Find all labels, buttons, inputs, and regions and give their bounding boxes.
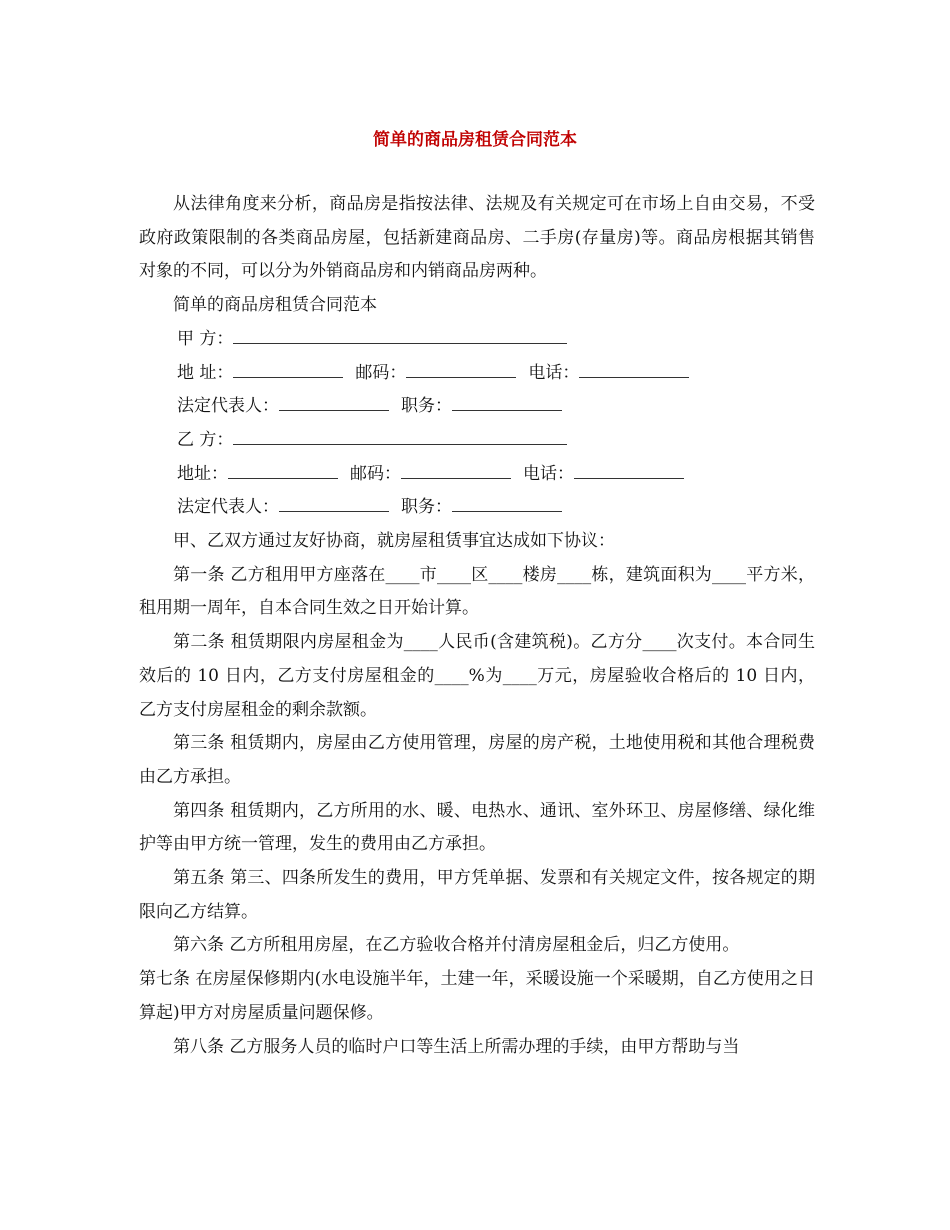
rep-b-label: 法定代表人： [177, 497, 279, 518]
clause-1: 第一条 乙方租用甲方座落在____市____区____楼房____栋，建筑面积为____平方米，租用期一周年，自本合同生效之日开始计算。 [139, 564, 815, 619]
party-b-blank[interactable] [233, 424, 567, 445]
clause-4: 第四条 租赁期内，乙方所用的水、暖、电热水、通讯、室外环卫、房屋修缮、绿化维护等由甲方统一管理，发生的费用由乙方承担。 [139, 800, 815, 855]
address-a-blank[interactable] [233, 357, 343, 378]
document-title: 简单的商品房租赁合同范本 [373, 130, 577, 150]
clause-5: 第五条 第三、四条所发生的费用，甲方凭单据、发票和有关规定文件，按各规定的期限向乙方结算。 [139, 868, 815, 922]
phone-b-blank[interactable] [574, 458, 684, 479]
phone-b-label: 电话： [523, 463, 574, 484]
zip-a-blank[interactable] [406, 357, 516, 378]
clause-8: 第八条 乙方服务人员的临时户口等生活上所需办理的手续，由甲方帮助与当 [173, 1036, 740, 1057]
subtitle-paragraph: 简单的商品房租赁合同范本 [173, 295, 377, 316]
address-b-line [139, 458, 815, 492]
title-a-label: 职务： [401, 396, 452, 417]
rep-a-blank[interactable] [279, 390, 389, 411]
address-a-label: 地 址： [177, 362, 234, 383]
rep-b-line [139, 491, 815, 525]
clause-7: 第七条 在房屋保修期内(水电设施半年，土建一年，采暖设施一个采暖期，自乙方使用之日算起)甲方对房屋质量问题保修。 [139, 969, 815, 1023]
party-a-label: 甲 方： [177, 328, 234, 349]
rep-b-blank[interactable] [279, 491, 389, 512]
zip-b-blank[interactable] [401, 458, 511, 479]
title-b-blank[interactable] [452, 491, 562, 512]
party-a-line [139, 323, 815, 357]
phone-a-blank[interactable] [579, 357, 689, 378]
title-b-label: 职务： [401, 497, 452, 518]
party-a-blank[interactable] [233, 323, 567, 344]
address-b-blank[interactable] [228, 458, 338, 479]
clause-6: 第六条 乙方所租用房屋，在乙方验收合格并付清房屋租金后，归乙方使用。 [173, 935, 740, 956]
rep-a-line [139, 390, 815, 424]
intro-paragraph: 从法律角度来分析，商品房是指按法律、法规及有关规定可在市场上自由交易，不受政府政策限制的各类商品房屋，包括新建商品房、二手房(存量房)等。商品房根据其销售对象的不同，可以分为外销商品房和内销商品房两种。 [139, 194, 815, 282]
clause-3: 第三条 租赁期内，房屋由乙方使用管理，房屋的房产税，土地使用税和其他合理税费由乙方承担。 [139, 733, 815, 787]
party-b-label: 乙 方： [177, 429, 234, 450]
title-a-blank[interactable] [452, 390, 562, 411]
zip-a-label: 邮码： [355, 362, 407, 383]
phone-a-label: 电话： [528, 362, 580, 383]
address-a-line [139, 357, 815, 391]
rep-a-label: 法定代表人： [177, 396, 279, 417]
agreement-paragraph: 甲、乙双方通过友好协商，就房屋租赁事宜达成如下协议： [173, 531, 615, 552]
zip-b-label: 邮码： [350, 463, 401, 484]
address-b-label: 地址： [177, 463, 228, 484]
document-body [139, 188, 815, 1064]
clause-2: 第二条 租赁期限内房屋租金为____人民币(含建筑税)。乙方分____次支付。本合同生效后的 10 日内，乙方支付房屋租金的____%为____万元，房屋验收合格后的 10 日内，乙方支付房屋租金的剩余款额。 [139, 632, 815, 720]
party-b-line [139, 424, 815, 458]
